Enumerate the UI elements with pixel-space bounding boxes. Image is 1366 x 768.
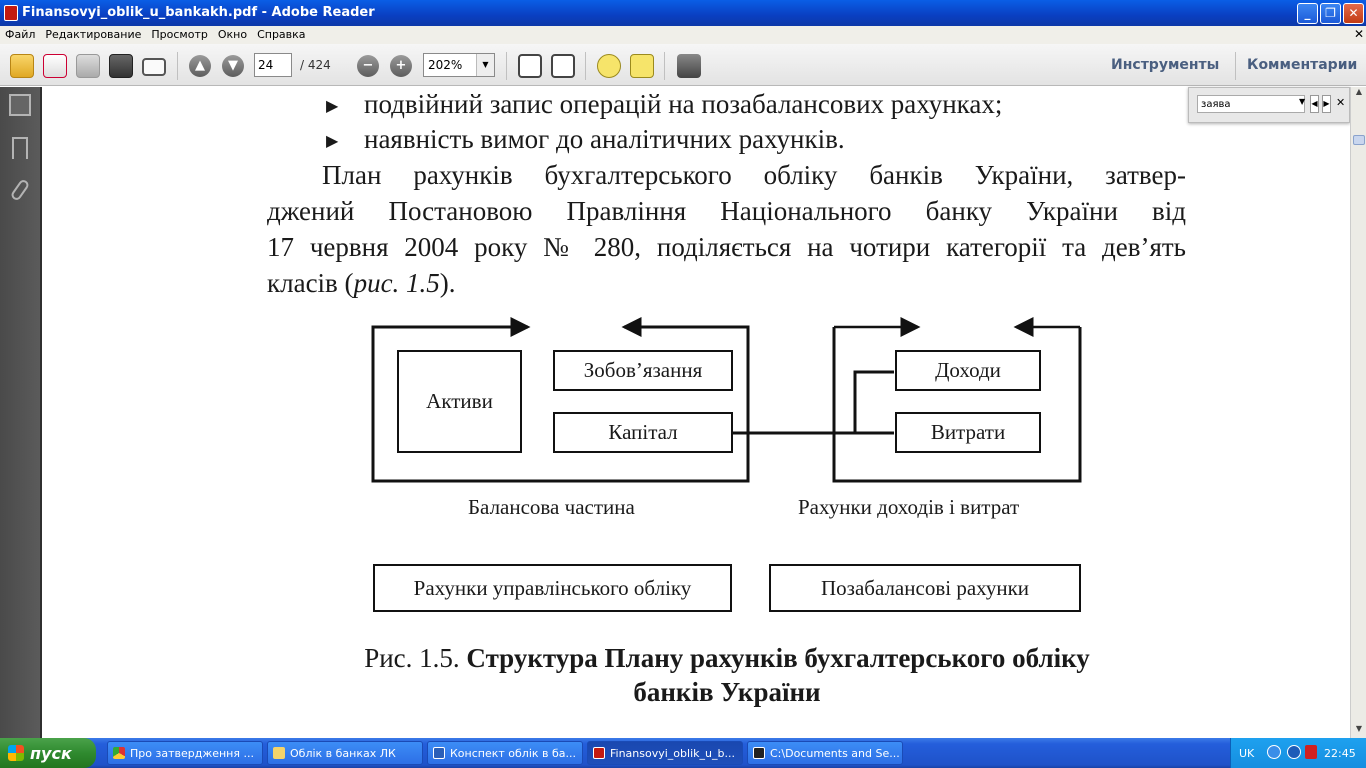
diagram-caption-balance: Балансова частина [468, 495, 635, 519]
vertical-scrollbar[interactable] [1350, 87, 1366, 738]
diagram-box-liabilities: Зобов’язання [553, 350, 733, 391]
network-icon[interactable] [1287, 745, 1301, 759]
bullet-icon: ▶ [326, 98, 339, 115]
word-icon [433, 747, 445, 759]
window-title: Finansovyi_oblik_u_bankakh.pdf - Adobe Reader [22, 5, 375, 20]
highlight-text-icon[interactable] [630, 54, 654, 78]
find-input[interactable] [1197, 95, 1305, 113]
taskbar-item-label: Облік в банках ЛК [290, 747, 396, 760]
bullet-text: подвійний запис операцій на позабалансових рахунках; [364, 89, 1003, 119]
next-page-icon[interactable]: ▼ [222, 55, 244, 77]
close-icon[interactable]: ✕ [1336, 96, 1346, 109]
chevron-down-icon[interactable]: ▼ [476, 54, 494, 76]
security-shield-icon[interactable] [1305, 745, 1317, 759]
diagram-caption-income-expenses: Рахунки доходів і витрат [798, 495, 1020, 519]
title-bar [0, 0, 1366, 26]
figure-title: Структура Плану рахунків бухгалтерського обліку [466, 643, 1090, 673]
scroll-down-icon[interactable]: ▼ [1355, 724, 1363, 733]
diagram-box-capital: Капітал [553, 412, 733, 453]
close-button[interactable]: ✕ [1343, 3, 1364, 24]
page-number-input[interactable] [254, 53, 292, 77]
separator [506, 52, 507, 80]
taskbar-item[interactable] [267, 741, 423, 765]
taskbar-item-label: Finansovyi_oblik_u_b... [610, 747, 735, 760]
document-view[interactable] [44, 87, 1350, 738]
comment-icon[interactable] [597, 54, 621, 78]
minimize-button[interactable]: _ [1297, 3, 1318, 24]
taskbar-item[interactable] [747, 741, 903, 765]
chevron-down-icon[interactable]: ▼ [1299, 97, 1306, 106]
navigation-panel [0, 87, 42, 738]
diagram-box-income: Доходи [895, 350, 1041, 391]
bullet-icon: ▶ [326, 133, 339, 150]
zoom-out-icon[interactable]: − [357, 55, 379, 77]
paragraph-line: План рахунків бухгалтерського обліку банків України, затвер- [322, 160, 1186, 190]
chrome-icon [113, 747, 125, 759]
maximize-button[interactable]: ❐ [1320, 3, 1341, 24]
zoom-select[interactable] [423, 53, 495, 77]
find-toolbar [1188, 87, 1350, 123]
adobe-reader-icon [4, 5, 18, 21]
scroll-thumb[interactable] [1353, 135, 1365, 145]
create-pdf-icon[interactable] [43, 54, 67, 78]
separator [1235, 52, 1236, 80]
text: класів ( [267, 268, 354, 298]
zoom-value: 202% [428, 58, 463, 72]
taskbar-item[interactable] [107, 741, 263, 765]
start-label: пуск [30, 744, 72, 763]
fit-width-icon[interactable] [551, 54, 575, 78]
separator [664, 52, 665, 80]
full-screen-icon[interactable] [677, 54, 701, 78]
zoom-in-icon[interactable]: + [390, 55, 412, 77]
figure-caption [44, 643, 1350, 674]
menu-help[interactable]: Справка [257, 28, 306, 41]
taskbar-item-active[interactable] [587, 741, 743, 765]
menu-close-icon[interactable]: ✕ [1354, 27, 1365, 41]
diagram-box-expenses: Витрати [895, 412, 1041, 453]
taskbar [0, 738, 1366, 768]
print-icon[interactable] [109, 54, 133, 78]
text: ). [439, 268, 456, 298]
menu-file[interactable]: Файл [5, 28, 36, 41]
start-button[interactable] [0, 738, 96, 768]
adobe-reader-icon [593, 747, 605, 759]
menu-view[interactable]: Просмотр [151, 28, 208, 41]
clock[interactable]: 22:45 [1324, 747, 1356, 760]
bookmarks-icon[interactable] [12, 137, 28, 159]
diagram-box-management: Рахунки управлінського обліку [373, 564, 732, 612]
bullet-text: наявність вимог до аналітичних рахунків. [364, 124, 845, 154]
paragraph-line: 17 червня 2004 року № 280, поділяється на чотири категорії та дев’ять [267, 232, 1186, 262]
taskbar-item-label: Конспект облік в ба... [450, 747, 577, 760]
arrow-left-icon[interactable] [1267, 745, 1281, 759]
comments-button[interactable]: Комментарии [1247, 57, 1358, 73]
menu-window[interactable]: Окно [217, 28, 248, 41]
figure-number: Рис. 1.5. [364, 643, 467, 673]
windows-logo-icon [8, 745, 24, 761]
tools-button[interactable]: Инструменты [1111, 57, 1220, 73]
page-total: / 424 [300, 58, 331, 72]
menu-bar [0, 26, 1366, 44]
separator [585, 52, 586, 80]
language-indicator[interactable]: UK [1239, 747, 1255, 760]
find-next-icon[interactable]: ▶ [1322, 95, 1331, 113]
figure-title-line2: банків України [633, 677, 821, 707]
find-previous-icon[interactable]: ◀ [1310, 95, 1319, 113]
folder-icon [273, 747, 285, 759]
save-icon[interactable] [76, 54, 100, 78]
system-tray [1230, 738, 1366, 768]
taskbar-item-label: Про затвердження ... [130, 747, 254, 760]
fit-page-icon[interactable] [518, 54, 542, 78]
taskbar-item-label: C:\Documents and Se... [770, 747, 900, 760]
figure-reference: рис. 1.5 [353, 268, 440, 298]
diagram-box-off-balance: Позабалансові рахунки [769, 564, 1081, 612]
previous-page-icon[interactable]: ▲ [189, 55, 211, 77]
menu-edit[interactable]: Редактирование [45, 28, 142, 41]
taskbar-item[interactable] [427, 741, 583, 765]
pages-icon[interactable] [9, 94, 31, 116]
open-icon[interactable] [10, 54, 34, 78]
diagram-box-assets: Активи [397, 350, 522, 453]
paragraph-line: джений Постановою Правління Національного банку України від [267, 196, 1186, 226]
email-icon[interactable] [142, 58, 166, 76]
attachments-icon[interactable] [10, 178, 31, 202]
scroll-up-icon[interactable]: ▲ [1355, 87, 1363, 96]
7zip-icon [753, 747, 765, 759]
separator [177, 52, 178, 80]
